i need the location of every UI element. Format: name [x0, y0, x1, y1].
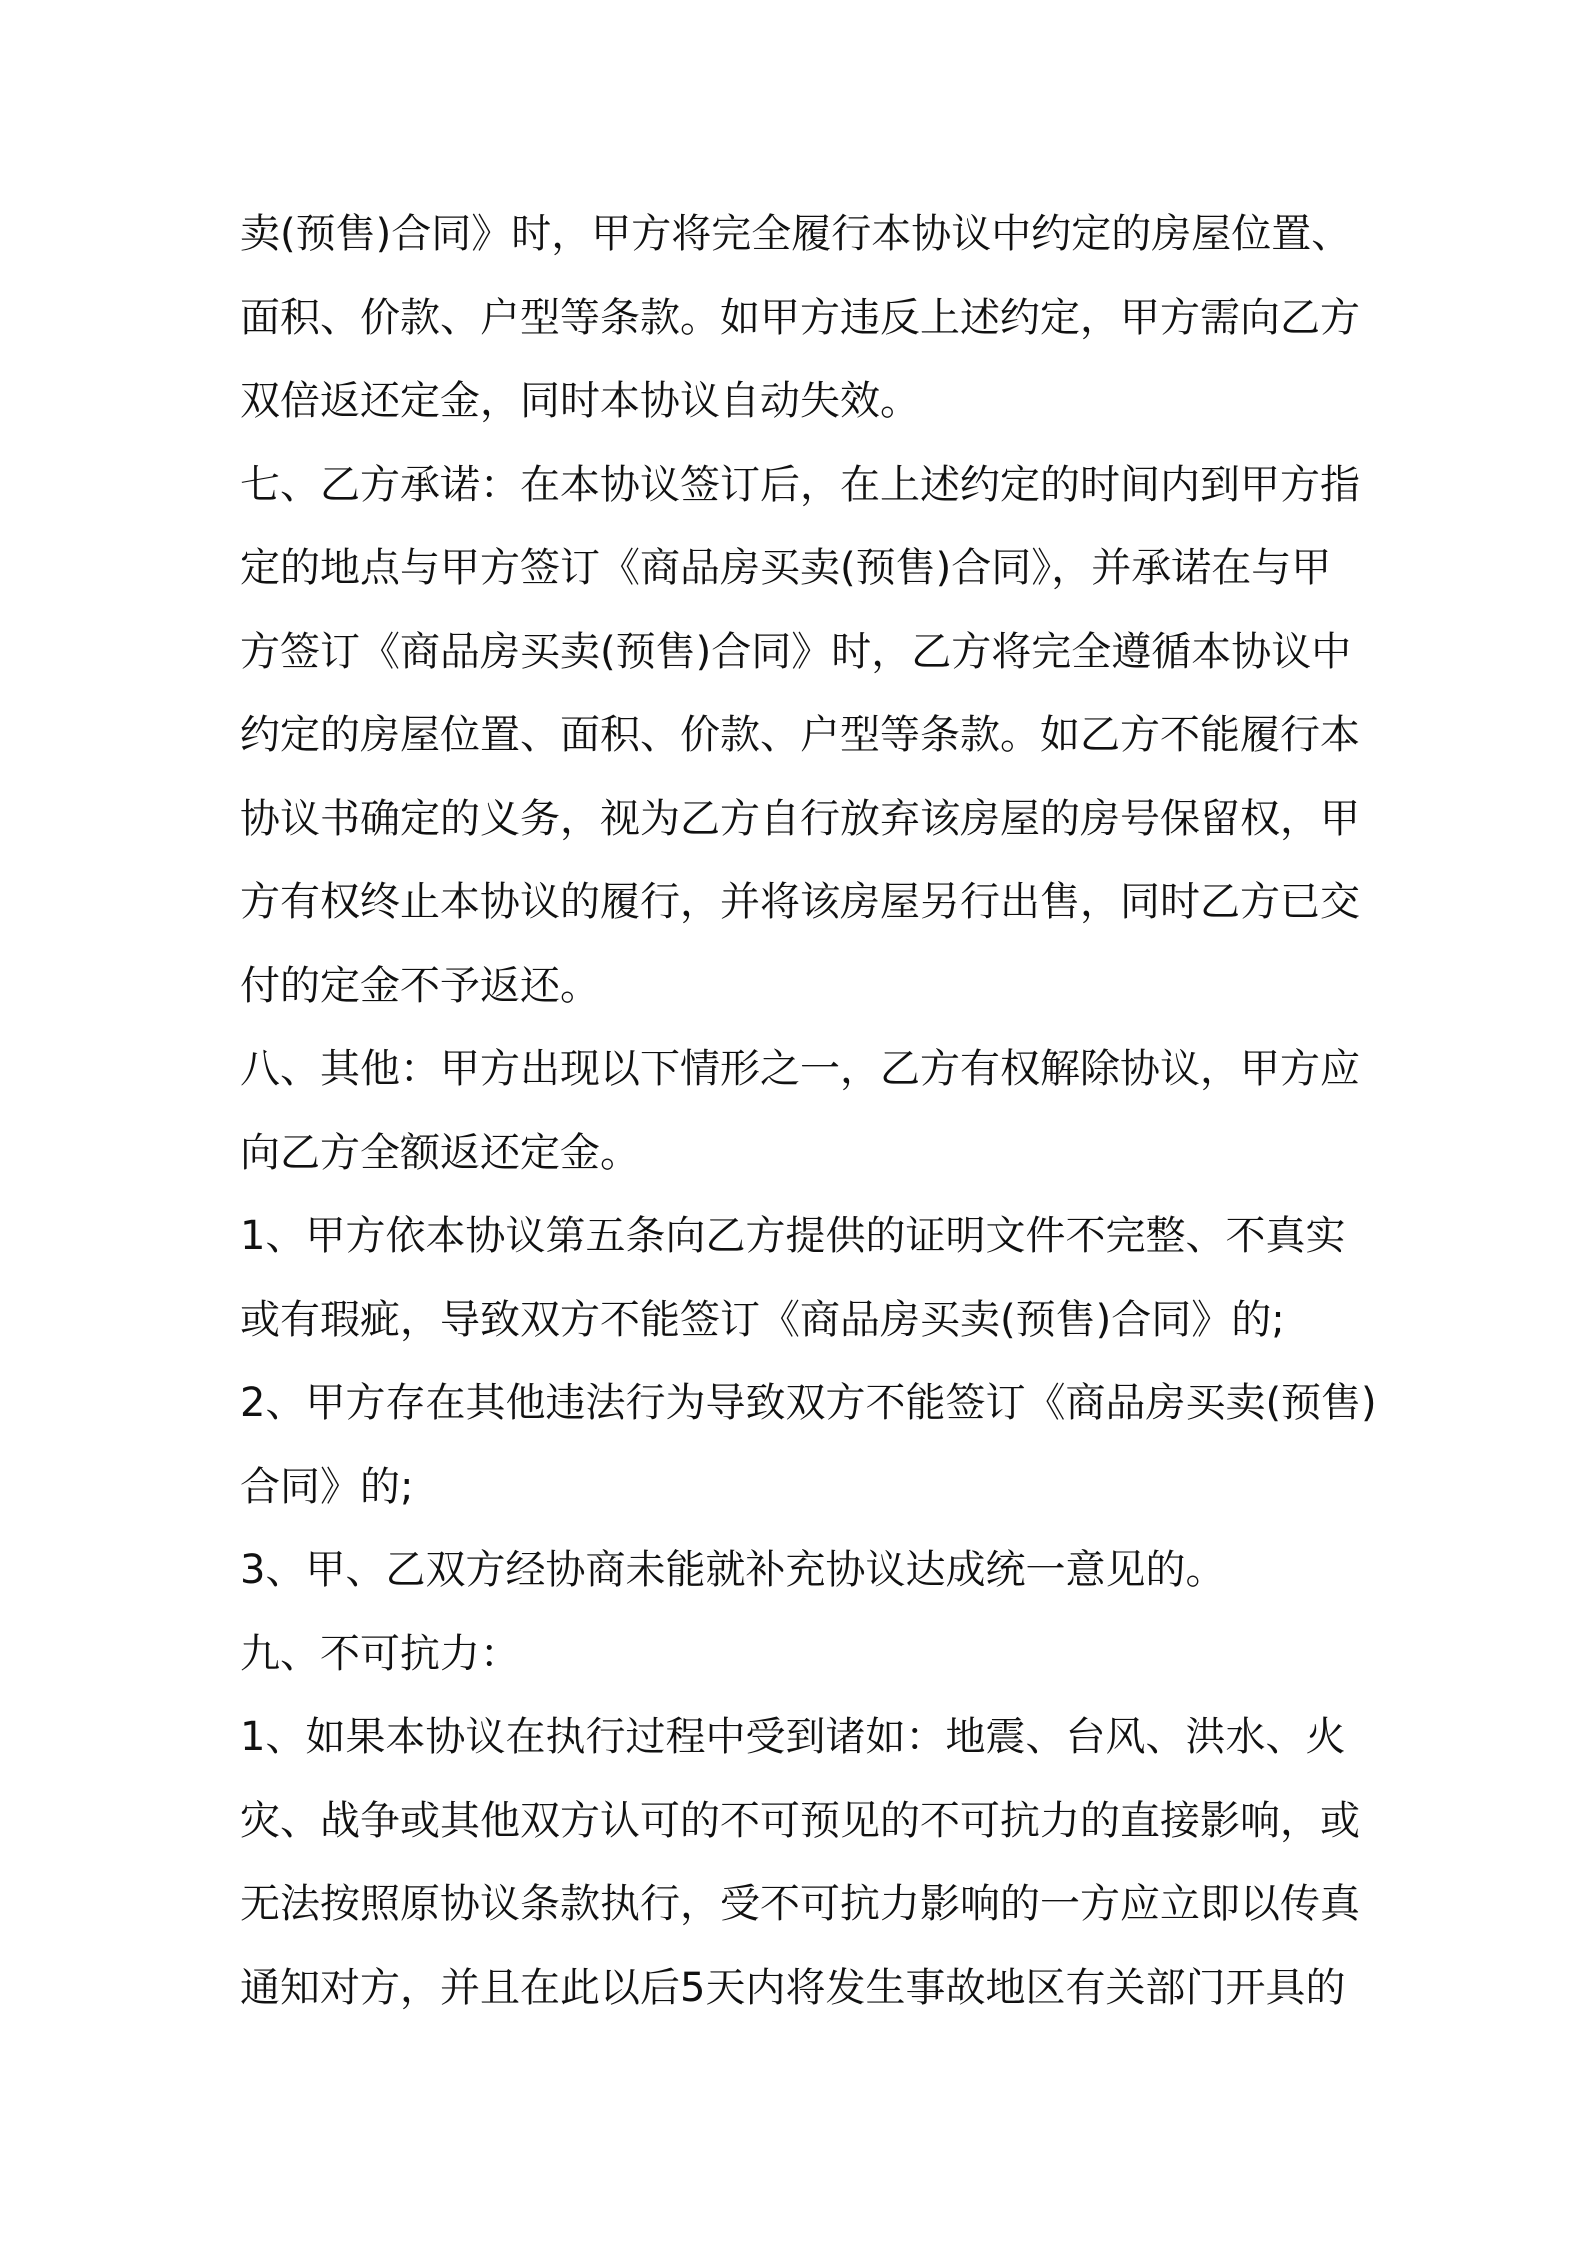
text-line: 定的地点与甲方签订《商品房买卖(预售)合同》，并承诺在与甲	[240, 545, 1332, 591]
text-line: 方有权终止本协议的履行，并将该房屋另行出售，同时乙方已交	[240, 879, 1360, 925]
section-heading-line: 九、不可抗力：	[240, 1630, 520, 1677]
text-line: 方签订《商品房买卖(预售)合同》时，乙方将完全遵循本协议中	[240, 628, 1352, 675]
text-line: 无法按照原协议条款执行，受不可抗力影响的一方应立即以传真	[240, 1881, 1360, 1927]
text-line: 通知对方，并且在此以后5天内将发生事故地区有关部门开具的	[240, 1964, 1346, 2011]
list-item-line: 1、甲方依本协议第五条向乙方提供的证明文件不完整、不真实	[240, 1213, 1346, 1259]
section-heading-line: 七、乙方承诺：在本协议签订后，在上述约定的时间内到甲方指	[240, 461, 1360, 508]
text-line: 付的定金不予返还。	[240, 962, 600, 1009]
list-item-line: 1、如果本协议在执行过程中受到诸如：地震、台风、洪水、火	[240, 1714, 1346, 1760]
text-line: 双倍返还定金，同时本协议自动失效。	[240, 378, 920, 424]
text-line: 向乙方全额返还定金。	[240, 1129, 640, 1176]
text-line: 或有瑕疵，导致双方不能签订《商品房买卖(预售)合同》的;	[240, 1296, 1285, 1343]
text-line: 灾、战争或其他双方认可的不可预见的不可抗力的直接影响，或	[240, 1797, 1360, 1844]
text-line: 协议书确定的义务，视为乙方自行放弃该房屋的房号保留权，甲	[240, 795, 1360, 842]
text-line: 合同》的;	[240, 1463, 414, 1510]
section-heading-line: 八、其他：甲方出现以下情形之一，乙方有权解除协议，甲方应	[240, 1046, 1360, 1092]
list-item-line: 2、甲方存在其他违法行为导致双方不能签订《商品房买卖(预售)	[240, 1380, 1377, 1426]
list-item-line: 3、甲、乙双方经协商未能就补充协议达成统一意见的。	[240, 1547, 1226, 1593]
text-line: 面积、价款、户型等条款。如甲方违反上述约定，甲方需向乙方	[240, 294, 1360, 341]
text-line: 约定的房屋位置、面积、价款、户型等条款。如乙方不能履行本	[240, 712, 1360, 758]
text-line: 卖(预售)合同》时，甲方将完全履行本协议中约定的房屋位置、	[240, 211, 1352, 257]
document-body	[240, 193, 1377, 2030]
